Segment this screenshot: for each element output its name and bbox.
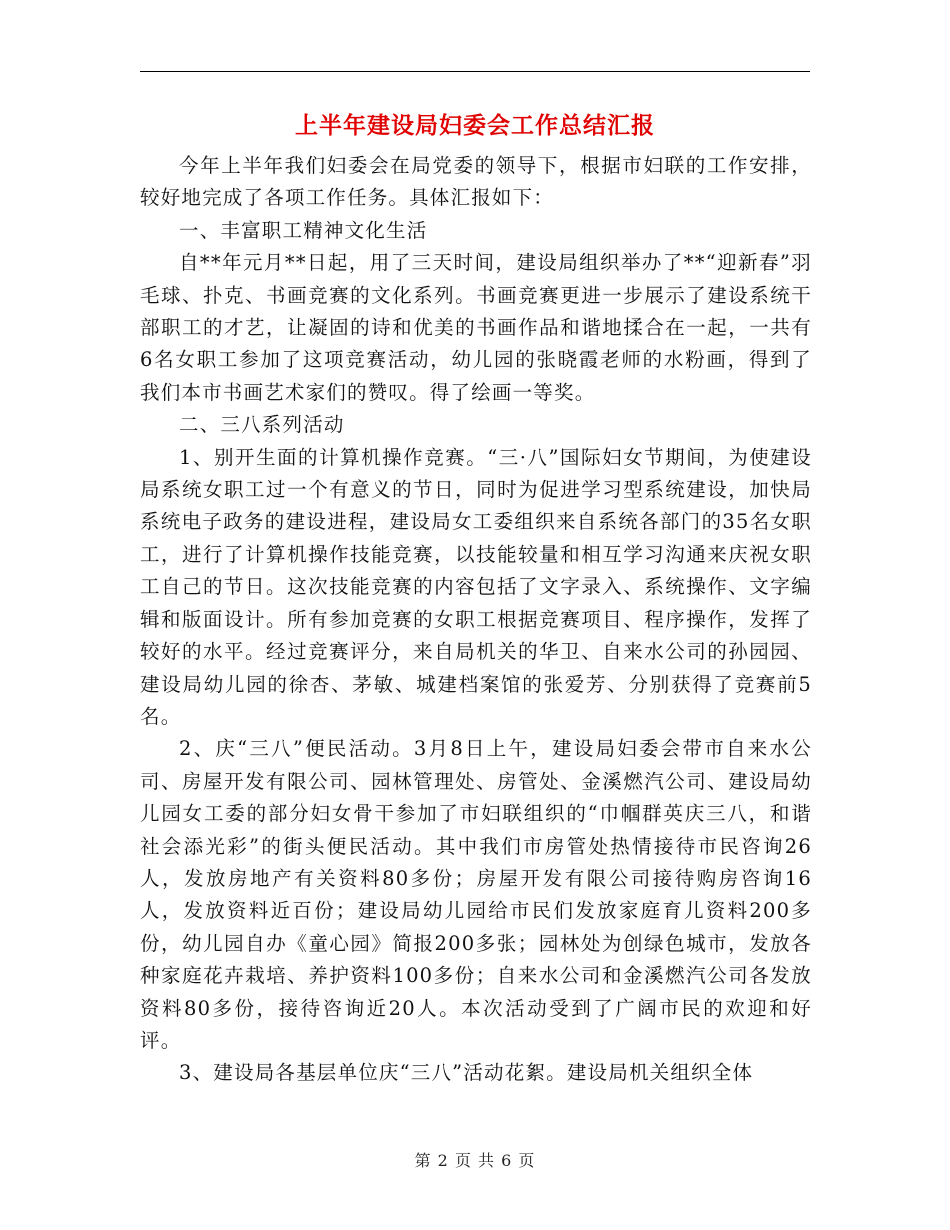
section-heading-1: 一、丰富职工精神文化生活 (179, 218, 428, 242)
paragraph-service-activity: 2、庆“三八”便民活动。3月8日上午，建设局妇委会带市自来水公司、房屋开发有限公司、园林管理处、房管处、金溪燃汽公司、建设局幼儿园女工委的部分妇女骨干参加了市妇联组织的“巾帼群英庆三八，和谐社会添光彩”的街头便民活动。其中我们市房管处热情接待市民咨询26人，发放房地产有关资料80多份；房屋开发有限公司接待购房咨询16人，发放资料近百份；建设局幼儿园给市民们发放家庭育儿资料200多份，幼儿园自办《童心园》简报200多张；园林处为创绿色城市，发放各种家庭花卉栽培、养护资料100多份；自来水公司和金溪燃汽公司各发放资料80多份，接待咨询近20人。本次活动受到了广阔市民的欢迎和好评。 (140, 737, 812, 1052)
paragraph-computer-contest: 1、别开生面的计算机操作竞赛。“三·八”国际妇女节期间，为使建设局系统女职工过一个有意义的节日，同时为促进学习型系统建设，加快局系统电子政务的建设进程，建设局女工委组织来自系统各部门的35名女职工，进行了计算机操作技能竞赛，以技能较量和相互学习沟通来庆祝女职工自己的节日。这次技能竞赛的内容包括了文字录入、系统操作、文字编辑和版面设计。所有参加竞赛的女职工根据竞赛项目、程序操作，发挥了较好的水平。经过竞赛评分，来自局机关的华卫、自来水公司的孙园园、建设局幼儿园的徐杏、茅敏、城建档案馆的张爱芳、分别获得了竞赛前5名。 (140, 445, 812, 728)
document-title: 上半年建设局妇委会工作总结汇报 (295, 112, 655, 139)
header-rule (140, 71, 810, 72)
paragraph-highlights: 3、建设局各基层单位庆“三八”活动花絮。建设局机关组织全体 (179, 1061, 754, 1085)
document-body (140, 150, 812, 1090)
paragraph-culture: 自**年元月**日起，用了三天时间，建设局组织举办了**“迎新春”羽毛球、扑克、书画竞赛的文化系列。书画竞赛更进一步展示了建设系统干部职工的才艺，让凝固的诗和优美的书画作品和谐地揉合在一起，一共有6名女职工参加了这项竞赛活动，幼儿园的张晓霞老师的水粉画，得到了我们本市书画艺术家们的赞叹。得了绘画一等奖。 (140, 251, 812, 404)
page-number-footer: 第 2 页 共 6 页 (414, 1151, 536, 1170)
section-heading-2: 二、三八系列活动 (179, 413, 345, 437)
paragraph-intro: 今年上半年我们妇委会在局党委的领导下，根据市妇联的工作安排，较好地完成了各项工作任务。具体汇报如下： (140, 154, 812, 210)
